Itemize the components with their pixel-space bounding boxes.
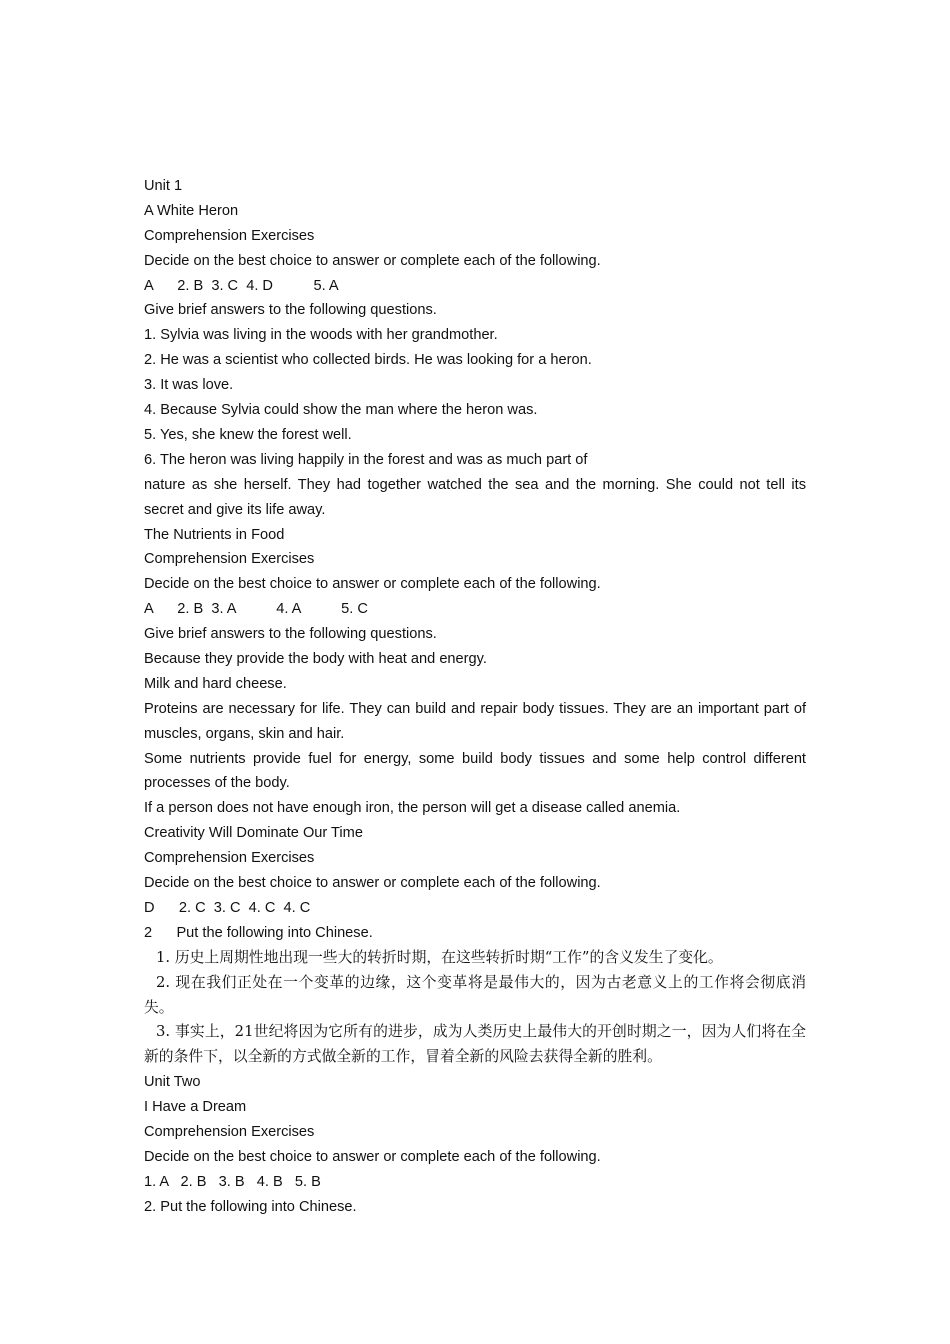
unit-heading: Unit 1	[144, 178, 183, 194]
unit-heading: Unit Two	[144, 1074, 201, 1091]
chinese-translation: 1. 历史上周期性地出现一些大的转折时期，在这些转折时期“工作”的含义发生了变化。	[156, 948, 723, 966]
instruction-line: 2 Put the following into Chinese.	[144, 924, 373, 941]
document-body	[144, 174, 806, 1220]
answer-line: Because they provide the body with heat and energy.	[144, 650, 487, 667]
answer-paragraph: Some nutrients provide fuel for energy, some build body tissues and some help control different processes of the body.	[144, 750, 806, 792]
answer-key: A 2. B 3. A 4. A 5. C	[144, 601, 368, 618]
instruction-line: Decide on the best choice to answer or complete each of the following.	[144, 875, 601, 892]
chinese-translation: 3. 事实上，21世纪将因为它所有的进步，成为人类历史上最伟大的开创时期之一，因为人们将在全新的条件下，以全新的方式做全新的工作，冒着全新的风险去获得全新的胜利。	[144, 1023, 806, 1066]
instruction-line: Decide on the best choice to answer or complete each of the following.	[144, 1148, 601, 1165]
instruction-line: Give brief answers to the following questions.	[144, 626, 437, 643]
section-title: I Have a Dream	[144, 1099, 247, 1116]
answer-paragraph: nature as she herself. They had together watched the sea and the morning. She could not tell its secret and give its life away.	[144, 476, 806, 518]
answer-key: 1. A 2. B 3. B 4. B 5. B	[144, 1173, 321, 1190]
answer-line: 3. It was love.	[144, 377, 234, 394]
answer-line: 5. Yes, she knew the forest well.	[144, 426, 352, 443]
exercise-heading: Comprehension Exercises	[144, 227, 315, 244]
exercise-heading: Comprehension Exercises	[144, 850, 315, 867]
chinese-translation: 2. 现在我们正处在一个变革的边缘，这个变革将是最伟大的，因为古老意义上的工作将会彻底消失。	[144, 973, 806, 1016]
exercise-heading: Comprehension Exercises	[144, 1124, 315, 1141]
answer-line: Milk and hard cheese.	[144, 675, 287, 692]
section-title: A White Heron	[144, 202, 239, 219]
instruction-line: Decide on the best choice to answer or complete each of the following.	[144, 252, 601, 269]
section-title: Creativity Will Dominate Our Time	[144, 825, 363, 842]
instruction-line: Give brief answers to the following questions.	[144, 302, 437, 319]
instruction-line: Decide on the best choice to answer or complete each of the following.	[144, 576, 601, 593]
answer-line: 1. Sylvia was living in the woods with her grandmother.	[144, 327, 498, 344]
answer-line: If a person does not have enough iron, the person will get a disease called anemia.	[144, 800, 681, 817]
exercise-heading: Comprehension Exercises	[144, 551, 315, 568]
instruction-line: 2. Put the following into Chinese.	[144, 1198, 357, 1215]
answer-line: 6. The heron was living happily in the forest and was as much part of	[144, 451, 588, 468]
section-title: The Nutrients in Food	[144, 526, 285, 543]
answer-key: D 2. C 3. C 4. C 4. C	[144, 899, 311, 916]
answer-paragraph: Proteins are necessary for life. They can build and repair body tissues. They are an important part of muscles, organs, skin and hair.	[144, 700, 806, 742]
answer-key: A 2. B 3. C 4. D 5. A	[144, 277, 339, 294]
answer-line: 4. Because Sylvia could show the man where the heron was.	[144, 402, 538, 419]
answer-line: 2. He was a scientist who collected birds. He was looking for a heron.	[144, 352, 592, 369]
